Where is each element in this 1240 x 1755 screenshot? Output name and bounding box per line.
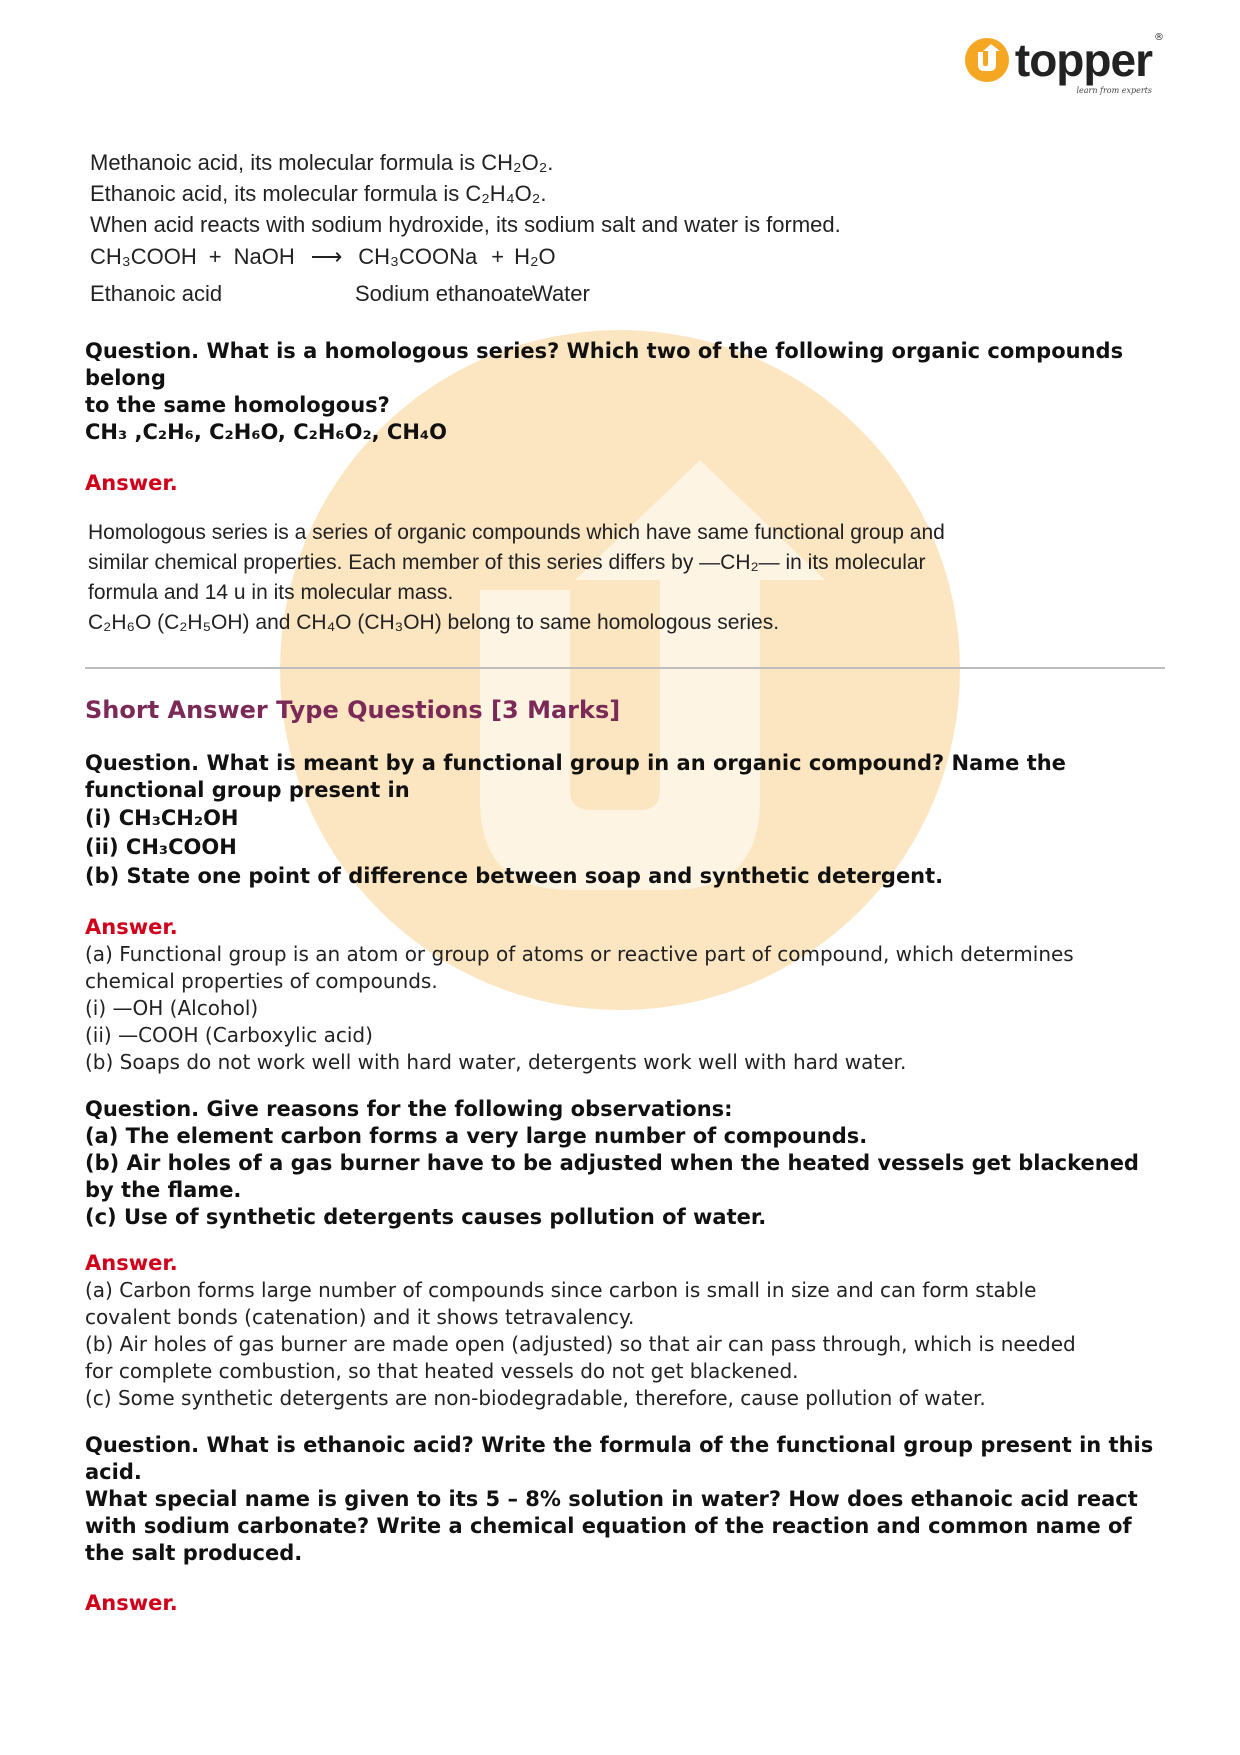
answer-line: Homologous series is a series of organic compounds which have same functional group and (88, 521, 945, 544)
question-line: (ii) CH₃COOH (85, 835, 237, 859)
answer-line: for complete combustion, so that heated vessels do not get blackened. (85, 1359, 799, 1383)
answer-line: (ii) —COOH (Carboxylic acid) (85, 1023, 373, 1047)
reaction-equation (90, 244, 556, 270)
product-2: H₂O (514, 244, 556, 269)
label-reactant: Ethanoic acid (90, 281, 223, 306)
question-line: (b) Air holes of a gas burner have to be adjusted when the heated vessels get blackened (85, 1151, 1139, 1175)
answer-label: Answer. (85, 1251, 178, 1275)
answer-line: (a) Functional group is an atom or group of atoms or reactive part of compound, which determines (85, 942, 1074, 966)
question-functional-group (85, 750, 1165, 891)
question-reasons (85, 1096, 1165, 1231)
brand-logo[interactable] (965, 32, 1164, 95)
question-line: Question. What is a homologous series? Which two of the following organic compounds belong (85, 339, 1124, 390)
answer-line: (i) —OH (Alcohol) (85, 996, 259, 1020)
answer-label: Answer. (85, 915, 178, 939)
question-line: the salt produced. (85, 1541, 303, 1565)
question-homologous (85, 338, 1165, 446)
plus-sign: + (208, 244, 222, 269)
answer-line: (c) Some synthetic detergents are non-biodegradable, therefore, cause pollution of water. (85, 1386, 986, 1410)
question-line: Question. What is ethanoic acid? Write the formula of the functional group present in this (85, 1433, 1154, 1457)
question-line: (a) The element carbon forms a very large number of compounds. (85, 1124, 868, 1148)
registered-mark: ® (1154, 32, 1164, 43)
question-line: acid. (85, 1460, 142, 1484)
answer-line: (b) Soaps do not work well with hard water, detergents work well with hard water. (85, 1050, 907, 1074)
answer-functional-group (85, 914, 1165, 1076)
answer-line: chemical properties of compounds. (85, 969, 438, 993)
answer-label: Answer. (85, 471, 178, 495)
scan-line-1: Methanoic acid, its molecular formula is CH₂O₂. (90, 150, 554, 175)
brand-u-icon (965, 38, 1009, 82)
answer-reasons (85, 1250, 1165, 1412)
question-line: functional group present in (85, 778, 410, 802)
question-line: (i) CH₃CH₂OH (85, 806, 239, 830)
question-line: (b) State one point of difference between soap and synthetic detergent. (85, 864, 944, 888)
question-ethanoic-acid (85, 1432, 1165, 1567)
question-line: to the same homologous? (85, 393, 390, 417)
question-line: What special name is given to its 5 – 8% solution in water? How does ethanoic acid react (85, 1487, 1138, 1511)
brand-tagline: learn from experts (1076, 86, 1152, 95)
answer-line: covalent bonds (catenation) and it shows tetravalency. (85, 1305, 635, 1329)
reactant-2: NaOH (233, 244, 295, 269)
answer-label: Answer. (85, 1591, 178, 1615)
question-line: with sodium carbonate? Write a chemical equation of the reaction and common name of (85, 1514, 1132, 1538)
arrow-icon: ⟶ (310, 244, 343, 269)
brand-name: topper (1014, 34, 1152, 86)
answer-line: C₂H₆O (C₂H₅OH) and CH₄O (CH₃OH) belong to same homologous series. (88, 611, 780, 634)
answer-line: formula and 14 u in its molecular mass. (88, 581, 454, 604)
section-heading: Short Answer Type Questions [3 Marks] (85, 696, 621, 724)
plus-sign-2: + (491, 244, 505, 269)
section-divider (85, 667, 1165, 669)
reactant-1: CH₃COOH (90, 244, 197, 269)
label-product-2: Water (532, 281, 590, 306)
answer-line: (b) Air holes of gas burner are made open (adjusted) so that air can pass through, which is needed (85, 1332, 1076, 1356)
question-line: CH₃ ,C₂H₆, C₂H₆O, C₂H₆O₂, CH₄O (85, 420, 447, 444)
answer-homologous (88, 518, 1168, 638)
answer-line: (a) Carbon forms large number of compounds since carbon is small in size and can form stable (85, 1278, 1037, 1302)
answer-line: similar chemical properties. Each member of this series differs by —CH₂— in its molecular (88, 551, 926, 574)
question-line: Question. Give reasons for the following observations: (85, 1097, 733, 1121)
question-line: Question. What is meant by a functional group in an organic compound? Name the (85, 751, 1066, 775)
label-product-1: Sodium ethanoate (355, 281, 534, 306)
scan-line-3: When acid reacts with sodium hydroxide, its sodium salt and water is formed. (90, 212, 841, 237)
question-line: (c) Use of synthetic detergents causes pollution of water. (85, 1205, 767, 1229)
product-1: CH₃COONa (358, 244, 478, 269)
scan-line-2: Ethanoic acid, its molecular formula is C₂H₄O₂. (90, 181, 547, 206)
question-line: by the flame. (85, 1178, 242, 1202)
